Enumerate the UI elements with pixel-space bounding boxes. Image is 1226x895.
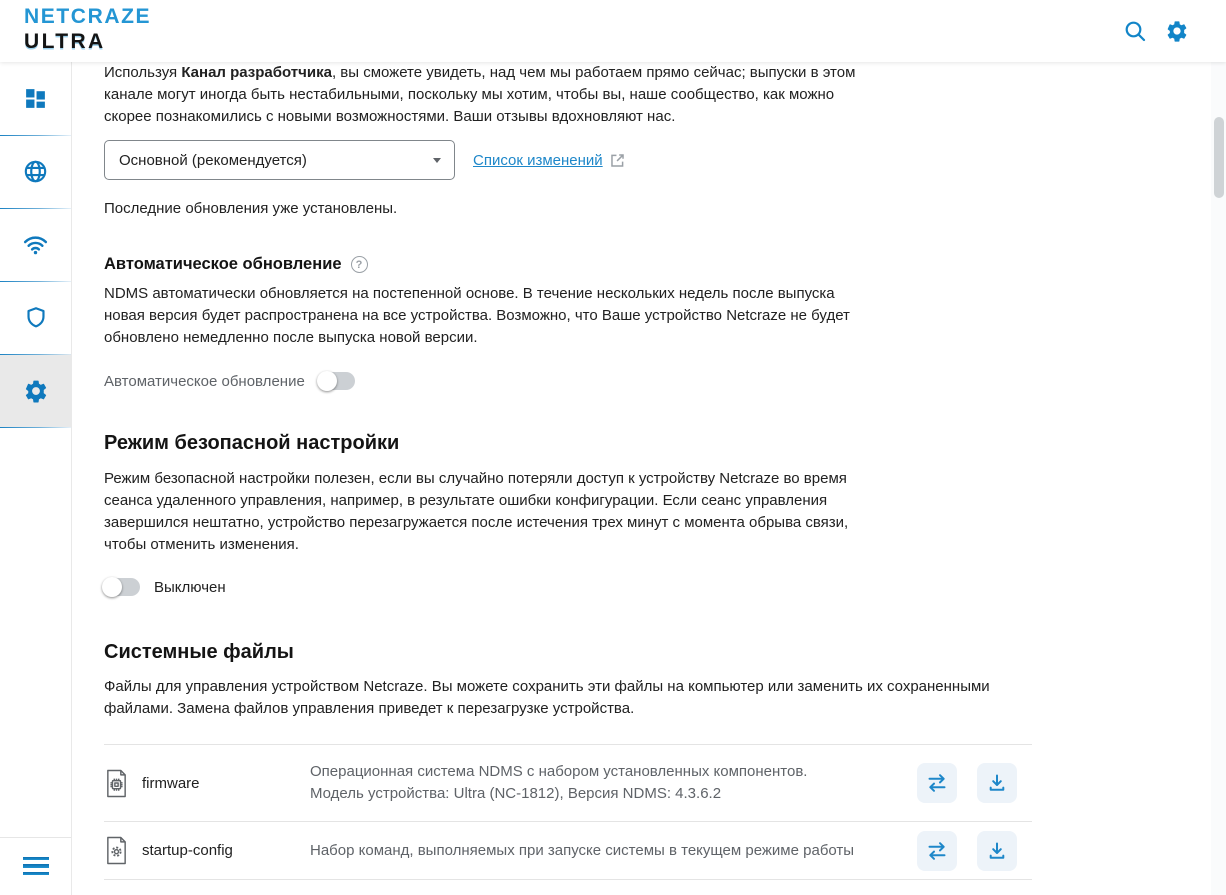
replace-file-button[interactable] [917,763,957,803]
file-description: Операционная система NDMS с набором установленных компонентов. Модель устройства: Ultra (NC-1812), Версия NDMS: 4.3.6.2 [310,763,808,802]
globe-icon [22,158,49,185]
brand-name: NETCRAZE [24,5,152,28]
external-link-icon [609,152,626,169]
changelog-link[interactable]: Список изменений [473,151,603,169]
app-header [0,0,1226,62]
table-row-firmware [104,745,1032,822]
brand-model: ULTRA [24,30,106,53]
sidebar-item-wifi[interactable] [0,208,71,281]
safe-mode-description: Режим безопасной настройки полезен, если вы случайно потеряли доступ к устройству Netcraze во время сеанса удаленного управления, например, в результате ошибки конфигурации. Если сеанс управления завершился нештатно, устройство перезагружается после истечения трех минут с момента обрыва связи, чтобы отменить изменения. [104,470,849,553]
gear-icon [23,378,49,404]
replace-file-button[interactable] [917,831,957,871]
dev-channel-description: Используя Канал разработчика, вы сможете увидеть, над чем мы работаем прямо сейчас; выпуски в этом канале могут иногда быть нестабильными, поскольку мы хотим, чтобы вы, наше сообщество, как можно скорее познакомились с новыми возможностями. Ваши отзывы вдохновляют нас. [104,64,856,125]
update-channel-select[interactable] [104,140,455,180]
system-files-table [104,744,1032,880]
sidebar-item-dashboard[interactable] [0,62,71,135]
scrollbar-thumb[interactable] [1214,117,1224,198]
table-row-startup-config [104,822,1032,880]
safe-mode-title: Режим безопасной настройки [104,432,400,454]
download-file-button[interactable] [977,831,1017,871]
chevron-down-icon [433,158,441,163]
search-icon[interactable] [1122,18,1148,44]
dashboard-icon [23,86,48,111]
sidebar-item-security[interactable] [0,281,71,354]
chip-file-icon [104,769,142,798]
system-files-title: Системные файлы [104,641,294,663]
scrollbar-track [1211,62,1226,895]
file-name: firmware [142,774,200,792]
safe-mode-toggle-label: Выключен [154,578,226,596]
main-content [72,62,1226,895]
wifi-icon [22,231,49,258]
download-file-button[interactable] [977,763,1017,803]
file-description: Набор команд, выполняемых при запуске системы в текущем режиме работы [310,841,855,859]
auto-update-description: NDMS автоматически обновляется на постепенной основе. В течение нескольких недель после выпуска новая версия будет распространена на все устройства. Возможно, что Ваше устройство Netcraze не будет обновлено немедленно после выпуска новой версии. [104,285,850,346]
safe-mode-toggle[interactable] [104,578,140,596]
system-files-description: Файлы для управления устройством Netcraze. Вы можете сохранить эти файлы на компьютер или заменить их сохраненными файлами. Замена файлов управления приведет к перезагрузке устройства. [104,678,990,717]
gear-file-icon [104,836,142,865]
auto-update-title: Автоматическое обновление [104,255,342,273]
hamburger-menu-icon[interactable] [0,850,71,882]
help-icon[interactable] [351,256,368,273]
sidebar-item-management[interactable] [0,354,71,427]
sidebar [0,62,72,895]
sidebar-divider [0,837,71,838]
update-status-text: Последние обновления уже установлены. [104,200,398,217]
auto-update-toggle[interactable] [319,372,355,390]
file-name: startup-config [142,842,233,859]
sidebar-item-internet[interactable] [0,135,71,208]
gear-icon[interactable] [1164,18,1190,44]
shield-icon [23,305,49,331]
auto-update-toggle-label: Автоматическое обновление [104,372,305,390]
brand-logo[interactable] [24,5,151,55]
update-channel-select-value: Основной (рекомендуется) [119,151,307,169]
